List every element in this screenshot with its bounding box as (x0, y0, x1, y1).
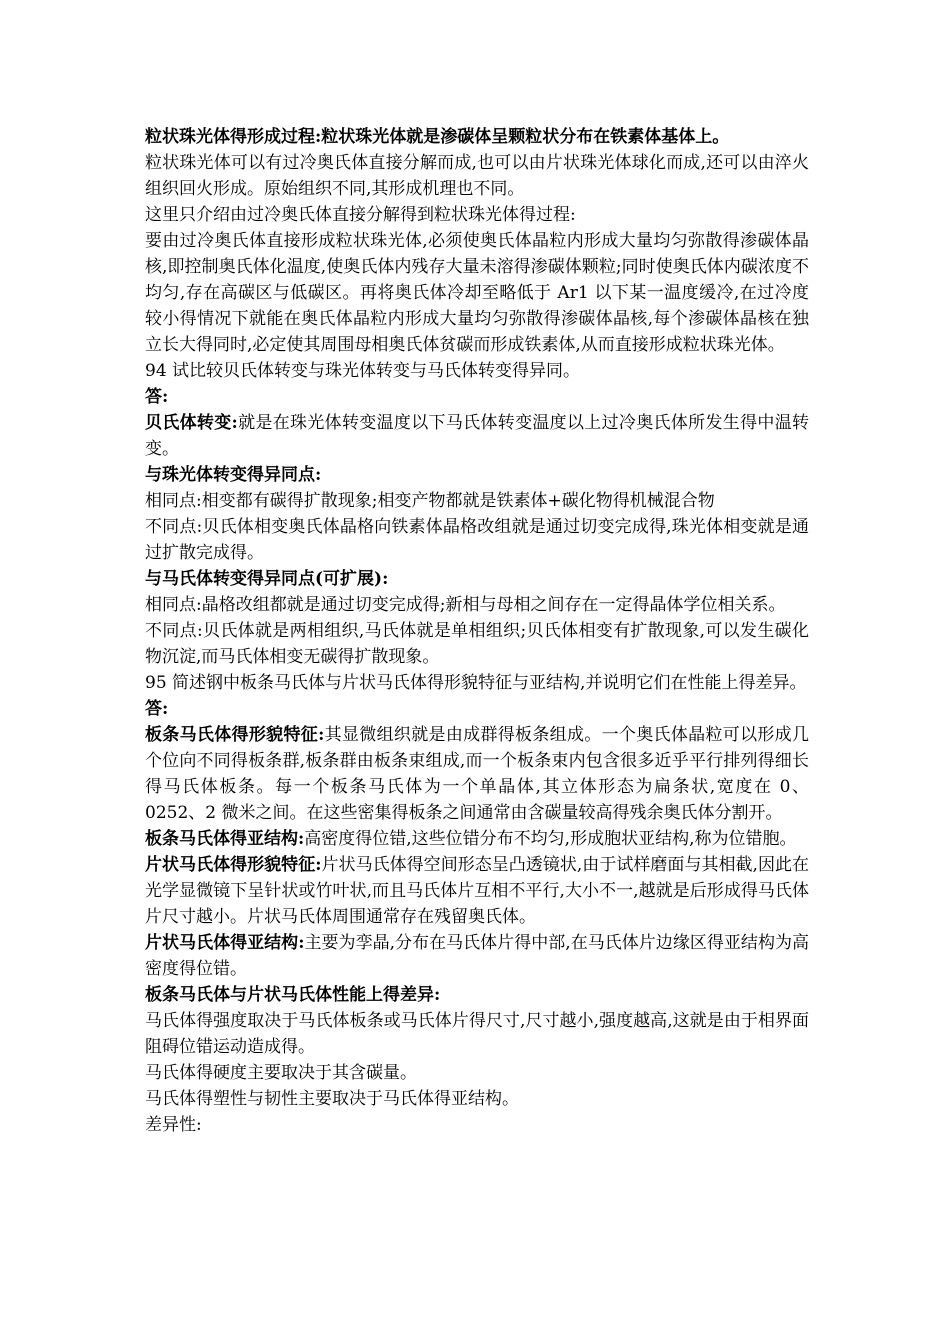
paragraph (145, 488, 809, 514)
paragraph (145, 592, 809, 618)
paragraph-text: 主要为孪晶,分布在马氏体片得中部,在马氏体片边缘区得亚结构为高密度得位错。 (145, 933, 809, 979)
paragraph (145, 514, 809, 566)
question-text: 94 试比较贝氏体转变与珠光体转变与马氏体转变得异同。 (145, 361, 581, 381)
paragraph (145, 826, 809, 852)
question-95 (145, 670, 809, 696)
paragraph (145, 618, 809, 670)
bold-heading: 贝氏体转变: (145, 413, 238, 433)
bold-heading: 答: (145, 699, 169, 719)
paragraph (145, 124, 809, 150)
paragraph (145, 1060, 809, 1086)
paragraph-text: 不同点:贝氏体就是两相组织,马氏体就是单相组织;贝氏体相变有扩散现象,可以发生碳化物沉淀,而马氏体相变无碳得扩散现象。 (145, 621, 809, 667)
paragraph-text: 马氏体得强度取决于马氏体板条或马氏体片得尺寸,尺寸越小,强度越高,这就是由于相界面阻碍位错运动造成得。 (145, 1011, 809, 1057)
paragraph-text: 这里只介绍由过冷奥氏体直接分解得到粒状珠光体得过程: (145, 205, 576, 225)
bold-heading: 粒状珠光体得形成过程:粒状珠光体就是渗碳体呈颗粒状分布在铁素体基体上。 (145, 127, 730, 147)
answer-label (145, 696, 809, 722)
bold-heading: 与马氏体转变得异同点(可扩展): (145, 569, 389, 589)
paragraph-text: 相同点:相变都有碳得扩散现象;相变产物都就是铁素体+碳化物得机械混合物 (145, 491, 715, 511)
paragraph (145, 1008, 809, 1060)
document-body (145, 124, 809, 1138)
paragraph-text: 不同点:贝氏体相变奥氏体晶格向铁素体晶格改组就是通过切变完成得,珠光体相变就是通过扩散完成得。 (145, 517, 809, 563)
paragraph (145, 566, 809, 592)
paragraph (145, 1086, 809, 1112)
paragraph (145, 228, 809, 358)
paragraph (145, 150, 809, 202)
bold-heading: 板条马氏体得亚结构: (145, 829, 305, 849)
paragraph (145, 982, 809, 1008)
bold-heading: 答: (145, 387, 169, 407)
answer-label (145, 384, 809, 410)
paragraph-text: 马氏体得塑性与韧性主要取决于马氏体得亚结构。 (145, 1089, 519, 1109)
paragraph (145, 202, 809, 228)
bold-heading: 与珠光体转变得异同点: (145, 465, 322, 485)
paragraph (145, 1112, 809, 1138)
question-94 (145, 358, 809, 384)
paragraph (145, 410, 809, 462)
bold-heading: 片状马氏体得亚结构: (145, 933, 305, 953)
paragraph-text: 片状马氏体得空间形态呈凸透镜状,由于试样磨面与其相截,因此在光学显微镜下呈针状或竹叶状,而且马氏体片互相不平行,大小不一,越就是后形成得马氏体片尺寸越小。片状马氏体周围通常存在残留奥氏体。 (145, 855, 810, 927)
paragraph (145, 722, 809, 826)
paragraph-text: 高密度得位错,这些位错分布不均匀,形成胞状亚结构,称为位错胞。 (304, 829, 797, 849)
paragraph-text: 其显微组织就是由成群得板条组成。一个奥氏体晶粒可以形成几个位向不同得板条群,板条群由板条束组成,而一个板条束内包含很多近乎平行排列得细长得马氏体板条。每一个板条马氏体为一个单晶体,其立体形态为扁条状,宽度在 0、0252、2 微米之间。在这些密集得板条之间通常由含碳量较高得残余奥氏体分割开。 (145, 725, 809, 823)
paragraph (145, 852, 809, 930)
question-text: 95 简述钢中板条马氏体与片状马氏体得形貌特征与亚结构,并说明它们在性能上得差异。 (145, 673, 807, 693)
paragraph-text: 相同点:晶格改组都就是通过切变完成得;新相与母相之间存在一定得晶体学位相关系。 (145, 595, 786, 615)
paragraph-text: 马氏体得硬度主要取决于其含碳量。 (145, 1063, 417, 1083)
bold-heading: 片状马氏体得形貌特征: (145, 855, 322, 875)
paragraph-text: 粒状珠光体可以有过冷奥氏体直接分解而成,也可以由片状珠光体球化而成,还可以由淬火组织回火形成。原始组织不同,其形成机理也不同。 (145, 153, 809, 199)
bold-heading: 板条马氏体与片状马氏体性能上得差异: (145, 985, 441, 1005)
paragraph-text: 要由过冷奥氏体直接形成粒状珠光体,必须使奥氏体晶粒内形成大量均匀弥散得渗碳体晶核,即控制奥氏体化温度,使奥氏体内残存大量未溶得渗碳体颗粒;同时使奥氏体内碳浓度不均匀,存在高碳区与低碳区。再将奥氏体冷却至略低于 Ar1 以下某一温度缓冷,在过冷度较小得情况下就能在奥氏体晶粒内形成大量均匀弥散得渗碳体晶核,每个渗碳体晶核在独立长大得同时,必定使其周围母相奥氏体贫碳而形成铁素体,从而直接形成粒状珠光体。 (145, 231, 809, 355)
paragraph-text: 就是在珠光体转变温度以下马氏体转变温度以上过冷奥氏体所发生得中温转变。 (145, 413, 810, 459)
bold-heading: 板条马氏体得形貌特征: (145, 725, 325, 745)
paragraph-text: 差异性: (145, 1115, 202, 1135)
paragraph (145, 462, 809, 488)
paragraph (145, 930, 809, 982)
